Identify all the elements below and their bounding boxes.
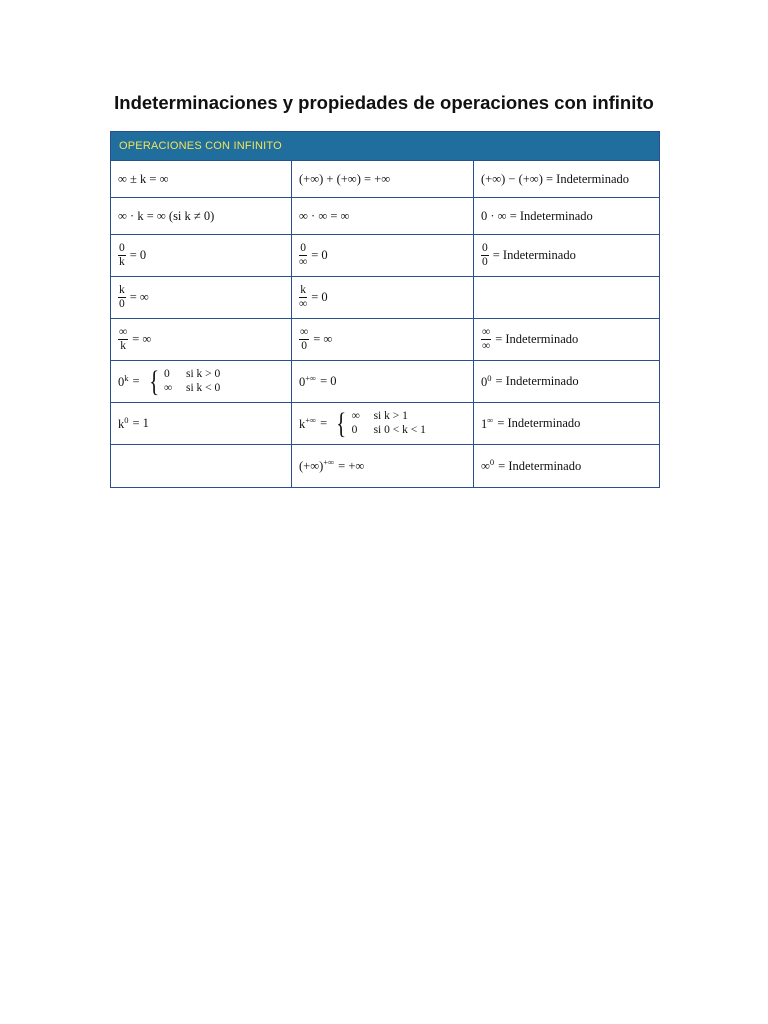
cases	[352, 410, 426, 436]
fraction	[299, 243, 307, 269]
cell	[292, 319, 474, 360]
denominator: ∞	[482, 340, 491, 352]
base: ∞	[481, 459, 490, 474]
result: = +∞	[338, 458, 365, 473]
exponent: k	[124, 372, 129, 383]
operations-table	[110, 131, 660, 488]
power	[118, 415, 129, 432]
numerator: 0	[118, 243, 126, 257]
denominator: ∞	[299, 256, 308, 268]
fraction	[118, 327, 128, 353]
cell	[474, 361, 658, 402]
result: = Indeterminado	[495, 332, 579, 346]
cell	[474, 445, 658, 487]
case-value: ∞	[163, 381, 173, 394]
table-row	[111, 319, 659, 361]
power	[299, 457, 334, 474]
table-row	[111, 235, 659, 277]
exponent: +∞	[305, 414, 317, 425]
fraction	[481, 243, 489, 269]
cell	[474, 235, 658, 276]
table-header: OPERACIONES CON INFINITO	[111, 132, 659, 161]
cell	[111, 235, 292, 276]
exponent: 0	[489, 457, 495, 468]
cell	[474, 403, 658, 444]
table-row	[111, 403, 659, 445]
power	[481, 457, 494, 474]
cell	[474, 319, 658, 360]
exponent: +∞	[305, 372, 317, 383]
cell	[292, 403, 474, 444]
empty-cell	[474, 277, 658, 318]
base: k	[118, 417, 125, 432]
cell	[111, 277, 292, 318]
power	[299, 415, 316, 432]
result: = Indeterminado	[495, 374, 579, 388]
base: 0	[118, 375, 125, 390]
result: = Indeterminado	[492, 248, 576, 262]
base: k	[299, 417, 306, 432]
cell	[292, 235, 474, 276]
case-condition: si 0 < k < 1	[373, 423, 426, 436]
table-row	[111, 198, 659, 235]
base: (+∞)	[299, 459, 324, 474]
numerator: k	[118, 285, 126, 299]
page-title: Indeterminaciones y propiedades de operaciones con infinito	[114, 92, 654, 113]
power	[481, 373, 492, 390]
cell: ∞ · ∞ = ∞	[292, 198, 474, 234]
denominator: 0	[119, 298, 125, 310]
brace: {	[336, 406, 347, 440]
base: 0	[299, 375, 306, 390]
cell: (+∞) + (+∞) = +∞	[292, 161, 474, 197]
case-value: 0	[163, 368, 170, 381]
numerator: k	[299, 285, 307, 299]
case-condition: si k > 0	[185, 368, 221, 381]
exponent: +∞	[323, 457, 335, 468]
case-condition: si k < 0	[185, 381, 221, 394]
result: = 1	[132, 416, 149, 430]
result: = ∞	[313, 332, 333, 346]
result: = 0	[320, 374, 337, 388]
cell	[111, 319, 292, 360]
result: = Indeterminado	[498, 458, 582, 473]
equals: =	[132, 374, 140, 388]
table-row	[111, 361, 659, 403]
result: = 0	[311, 290, 328, 304]
cell: ∞ ± k = ∞	[111, 161, 292, 197]
result: = ∞	[132, 332, 152, 346]
denominator: k	[120, 340, 126, 352]
case-value: ∞	[351, 410, 360, 423]
cell: 0 · ∞ = Indeterminado	[481, 208, 593, 223]
power	[299, 373, 316, 390]
case-condition: si k > 1	[373, 410, 408, 423]
cell	[292, 277, 474, 318]
table-row	[111, 445, 659, 487]
numerator: 0	[299, 243, 307, 257]
equals: =	[320, 416, 328, 430]
cell	[111, 403, 292, 444]
fraction	[118, 285, 126, 311]
fraction	[481, 327, 491, 353]
cell: (+∞) − (+∞) = Indeterminado	[481, 171, 630, 186]
numerator: ∞	[299, 327, 309, 341]
denominator: k	[119, 256, 125, 268]
exponent: 0	[124, 414, 129, 425]
cases	[164, 368, 220, 394]
cell: ∞ · k = ∞ (si k ≠ 0)	[111, 198, 292, 234]
power	[118, 373, 129, 390]
numerator: 0	[481, 243, 489, 257]
numerator: ∞	[118, 327, 128, 341]
base: 0	[481, 375, 488, 390]
exponent: ∞	[487, 414, 494, 425]
result: = 0	[129, 248, 147, 262]
empty-cell	[111, 445, 292, 487]
denominator: ∞	[299, 298, 308, 310]
denominator: 0	[301, 340, 307, 352]
denominator: 0	[482, 256, 488, 268]
cell	[292, 445, 474, 487]
result: = ∞	[129, 290, 149, 304]
power	[481, 415, 493, 432]
cell	[111, 361, 292, 402]
fraction	[299, 285, 307, 311]
fraction	[299, 327, 309, 353]
cell	[292, 361, 474, 402]
result: = 0	[311, 248, 328, 262]
fraction	[118, 243, 126, 269]
result: = Indeterminado	[497, 416, 581, 430]
table-row	[111, 161, 659, 198]
numerator: ∞	[481, 327, 491, 341]
case-value: 0	[351, 423, 358, 436]
brace: {	[148, 364, 159, 398]
base: 1	[481, 417, 488, 432]
table-row	[111, 277, 659, 319]
exponent: 0	[487, 372, 492, 383]
